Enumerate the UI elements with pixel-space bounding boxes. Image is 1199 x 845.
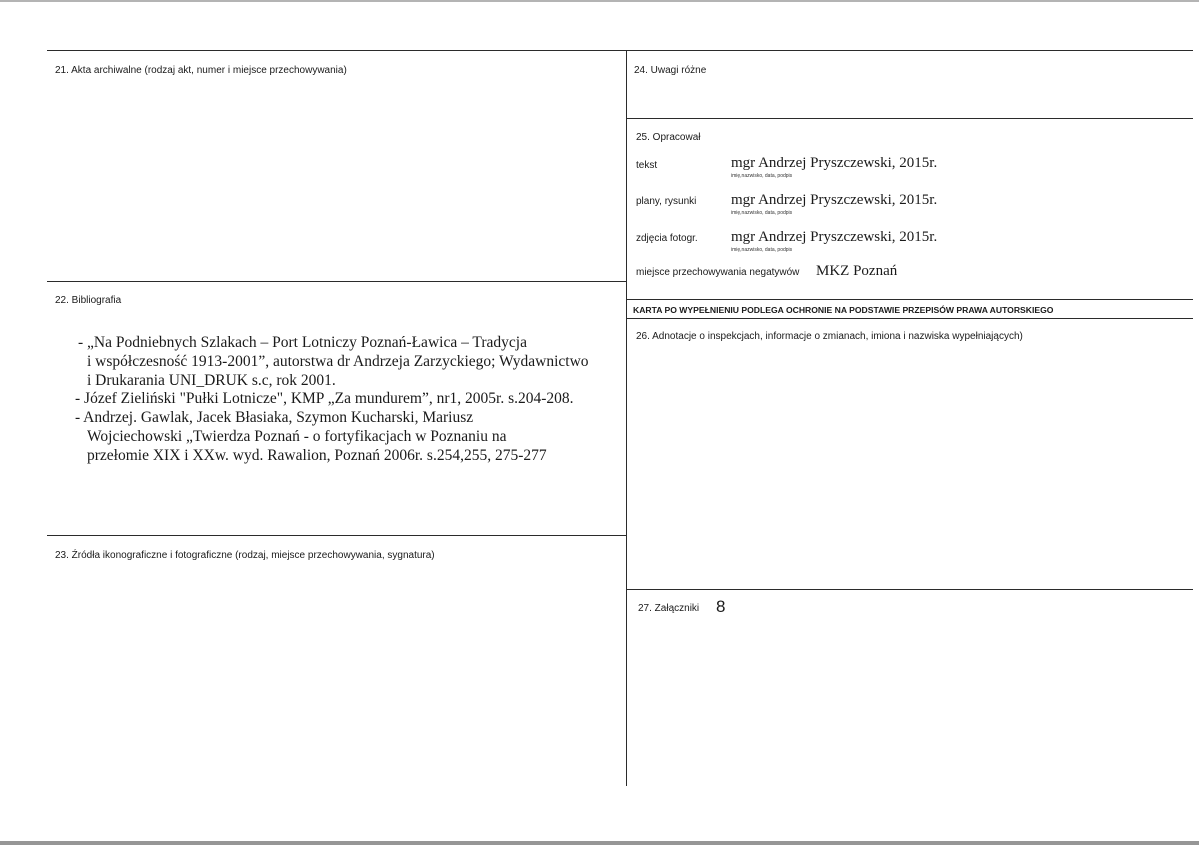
section-21-label: 21. Akta archiwalne (rodzaj akt, numer i miejsce przechowywania) — [55, 65, 347, 76]
section-24-label: 24. Uwagi różne — [634, 65, 707, 76]
negatives-location-label: miejsce przechowywania negatywów — [636, 267, 800, 278]
bibliography-line: - Andrzej. Gawlak, Jacek Błasiaka, Szymon Kucharski, Mariusz — [75, 409, 474, 427]
row-label-plans: plany, rysunki — [636, 196, 697, 207]
bibliography-line: i współczesność 1913-2001”, autorstwa dr Andrzeja Zarzyckiego; Wydawnictwo — [87, 352, 589, 370]
caption-name-date-signature: imię,nazwisko, data, podpis — [731, 247, 793, 253]
section-23-label: 23. Źródła ikonograficzne i fotograficzne (rodzaj, miejsce przechowywania, sygnatura) — [55, 550, 435, 561]
scan-edge-bottom — [0, 841, 1199, 845]
section-27-label: 27. Załączniki — [638, 603, 700, 614]
divider-24-25 — [626, 118, 1193, 119]
bibliography-line: i Drukarania UNI_DRUK s.c, rok 2001. — [87, 371, 336, 389]
author-photos: mgr Andrzej Pryszczewski, 2015r. — [731, 229, 938, 245]
negatives-location-value: MKZ Poznań — [816, 263, 898, 279]
divider-25-notice — [626, 299, 1193, 300]
bibliography-list — [0, 334, 589, 466]
bibliography-line: - Józef Zieliński "Pułki Lotnicze", KMP „Za mundurem”, nr1, 2005r. s.204-208. — [75, 390, 574, 408]
divider-notice-26 — [626, 318, 1193, 319]
form-top-border — [47, 50, 1193, 51]
author-plans: mgr Andrzej Pryszczewski, 2015r. — [731, 192, 938, 208]
scan-edge-top — [0, 0, 1199, 2]
row-label-photos: zdjęcia fotogr. — [636, 233, 698, 244]
section-26-label: 26. Adnotacje o inspekcjach, informacje o zmianach, imiona i nazwiska wypełniających) — [636, 331, 1023, 342]
row-label-text: tekst — [636, 160, 658, 171]
bibliography-line: Wojciechowski „Twierdza Poznań - o fortyfikacjach w Poznaniu na — [87, 427, 507, 445]
divider-22-23 — [47, 535, 626, 536]
bibliography-line: - „Na Podniebnych Szlakach – Port Lotniczy Poznań-Ławica – Tradycja — [78, 334, 527, 351]
attachments-count: 8 — [716, 597, 726, 616]
author-text: mgr Andrzej Pryszczewski, 2015r. — [731, 155, 938, 171]
section-22-label: 22. Bibliografia — [55, 295, 122, 306]
caption-name-date-signature: imię,nazwisko, data, podpis — [731, 173, 793, 179]
caption-name-date-signature: imię,nazwisko, data, podpis — [731, 210, 793, 216]
divider-21-22 — [47, 281, 626, 282]
bibliography-line: przełomie XIX i XXw. wyd. Rawalion, Poznań 2006r. s.254,255, 275-277 — [87, 446, 547, 464]
section-25-label: 25. Opracował — [636, 132, 701, 143]
divider-26-27 — [626, 589, 1193, 590]
copyright-notice: KARTA PO WYPEŁNIENIU PODLEGA OCHRONIE NA PODSTAWIE PRZEPISÓW PRAWA AUTORSKIEGO — [633, 305, 1054, 315]
column-divider — [626, 50, 627, 786]
